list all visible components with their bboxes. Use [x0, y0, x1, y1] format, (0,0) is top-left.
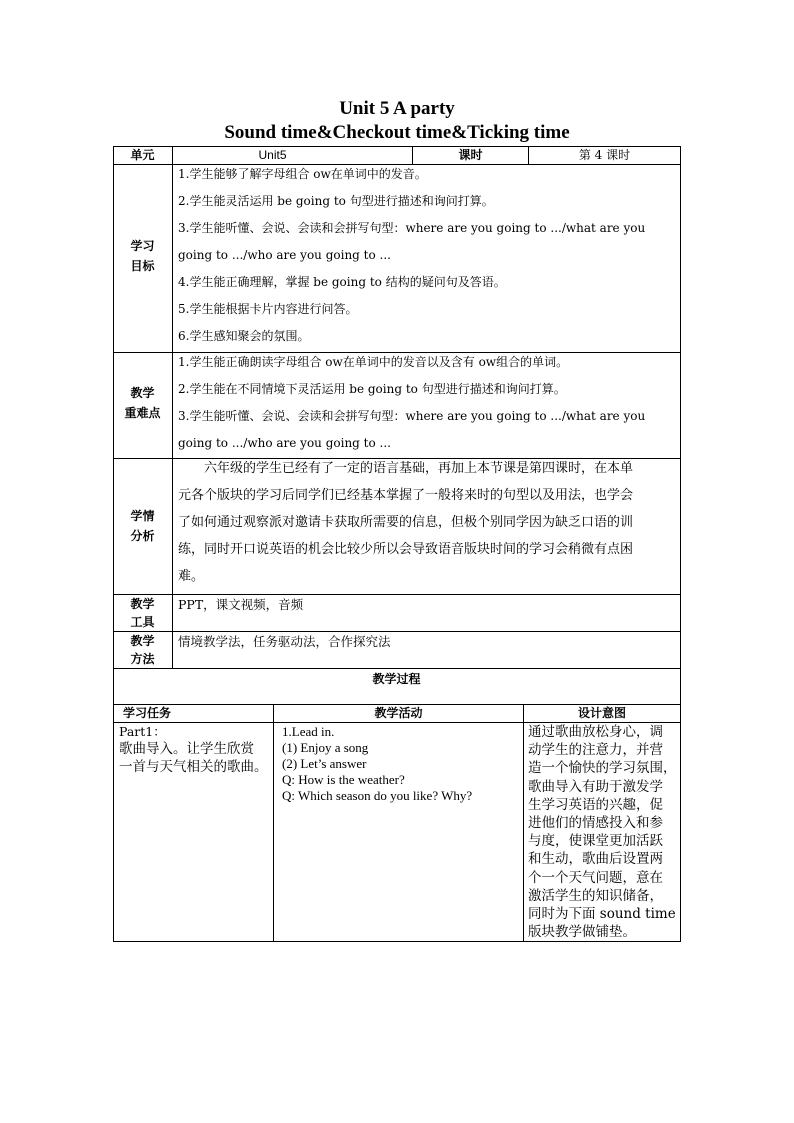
period-label: 课时	[458, 148, 483, 162]
analysis-label: 学情 分析	[130, 509, 155, 543]
intent-cell: 通过歌曲放松身心，调 动学生的注意力，并营 造一个愉快的学习氛围， 歌曲导入有助于激发学 生学习英语的兴趣，促 进他们的情感投入和参 与度，使课堂更加活跃 和生动，歌曲后设置两 个一个天气问题，意在 激活学生的知识储备， 同时为下面 sound time 版块教学做铺垫。	[528, 724, 677, 941]
key-point-item: 3.学生能听懂、会说、会读和会拼写句型：where are you going to .../what are you	[178, 409, 646, 423]
goal-item: 5.学生能根据卡片内容进行问答。	[178, 302, 358, 316]
key-point-item: 2.学生能在不同情境下灵活运用 be going to 句型进行描述和询问打算。	[178, 382, 566, 396]
analysis-paragraph: 六年级的学生已经有了一定的语言基础，再加上本节课是第四课时，在本单 元各个版块的学习后同学们已经基本掌握了一般将来时的句型以及用法，也学会 了如何通过观察派对邀请卡获取所需要的信息，但极个别同学因为缺乏口语的训 练，同时开口说英语的机会比较少所以会导致语音版块时间的学习会稍微有点困 难。	[178, 461, 634, 584]
goal-item: 2.学生能灵活运用 be going to 句型进行描述和询问打算。	[178, 194, 494, 208]
goal-item: 3.学生能听懂、会说、会读和会拼写句型：where are you going to .../what are you	[178, 221, 646, 235]
key-points-list	[173, 349, 680, 457]
goals-label: 学习 目标	[130, 239, 155, 273]
goal-item: 1.学生能够了解字母组合 ow在单词中的发音。	[178, 167, 427, 181]
key-point-item: going to .../who are you going to ...	[178, 436, 391, 450]
methods-value: 情境教学法，任务驱动法，合作探究法	[178, 634, 391, 649]
process-title: 教学过程	[372, 672, 421, 686]
tools-label: 教学 工具	[130, 597, 155, 629]
unit-value: Unit5	[258, 148, 287, 162]
goals-list	[173, 161, 680, 350]
period-value: 第 4 课时	[578, 148, 631, 162]
document-title: Unit 5 A party	[339, 98, 455, 119]
methods-label: 教学 方法	[130, 634, 155, 666]
key-points-label: 教学 重难点	[124, 386, 161, 420]
document-subtitle: Sound time&Checkout time&Ticking time	[224, 122, 570, 143]
column-header-activity: 教学活动	[374, 706, 423, 720]
unit-label: 单元	[130, 148, 155, 162]
tools-value: PPT，课文视频，音频	[178, 597, 304, 612]
activity-cell: 1.Lead in. (1) Enjoy a song (2) Let’s answer Q: How is the weather? Q: Which season do you like? Why?	[282, 724, 473, 803]
key-point-item: 1.学生能正确朗读字母组合 ow在单词中的发音以及含有 ow组合的单词。	[178, 355, 569, 369]
goal-item: 6.学生感知聚会的氛围。	[178, 329, 310, 343]
column-header-task: 学习任务	[122, 706, 171, 720]
goal-item: 4.学生能正确理解，掌握 be going to 结构的疑问句及答语。	[178, 275, 506, 289]
task-cell: Part1： 歌曲导入。让学生欣赏 一首与天气相关的歌曲。	[119, 724, 268, 776]
goal-item: going to .../who are you going to ...	[178, 248, 391, 262]
column-header-intent: 设计意图	[577, 706, 626, 720]
